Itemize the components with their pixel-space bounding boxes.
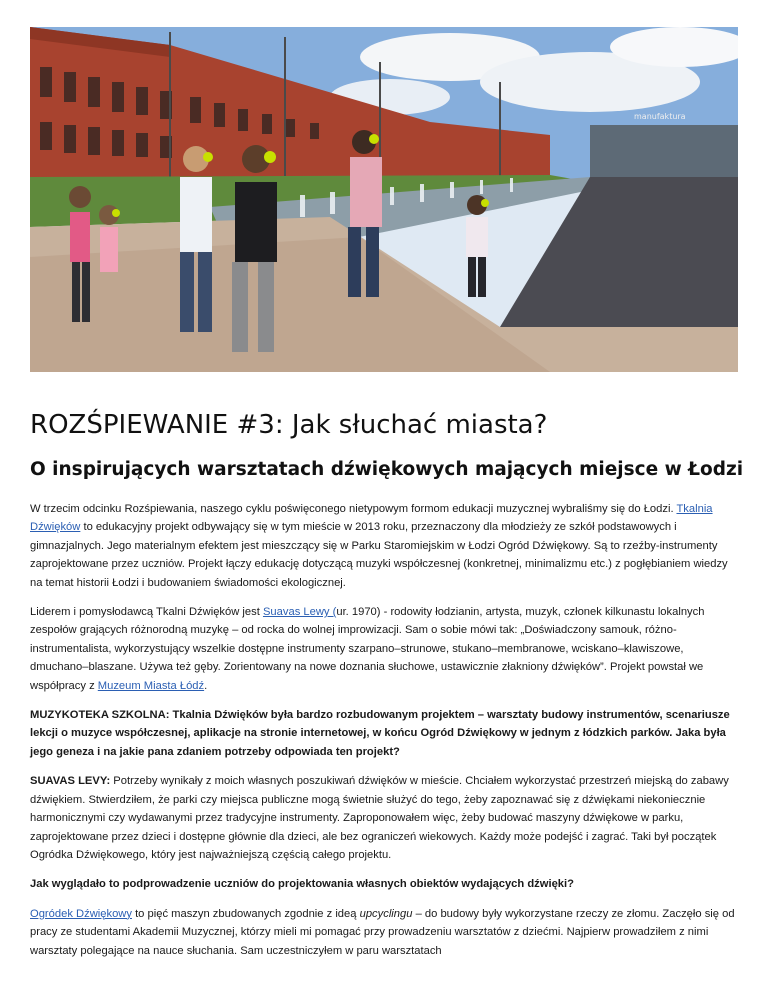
paragraph-leader <box>30 603 742 695</box>
article-subtitle: O inspirujących warsztatach dźwiękowych mających miejsce w Łodzi <box>30 459 744 480</box>
text-run: ur. 1970) - rodowity łodzianin, artysta, muzyk, członek kilkunastu lokalnych zespołów grających różnorodną muzykę – od rocka do wolnej improwizacji. Sam o sobie mówi tak: „Doświadczony samouk, różno-instrumentalista, wykorzystujący wszelkie dostępne instrumenty szarpano–strunowe, stukano–membranowe, wciskano–klawiszowe, dmuchano–blaszane. Używa też gęby. Zorientowany na nowe doznania słuchowe, ustawicznie złakniony dźwięków”. Projekt powstał we współpracy z <box>30 606 705 692</box>
interview-answer-1 <box>30 772 742 864</box>
article-title: ROZŚPIEWANIE #3: Jak słuchać miasta? <box>30 410 548 440</box>
text-run: W trzecim odcinku Rozśpiewania, naszego cyklu poświęconego nietypowym formom edukacji muzycznej wybraliśmy się do Łodzi. <box>30 503 677 515</box>
answer-text: Potrzeby wynikały z moich własnych poszukiwań dźwięków w mieście. Chciałem wykorzystać przestrzeń miejską do zabawy dźwiękiem. Stwierdziłem, że parki czy miejsca publiczne mogą świetnie służyć do tego, żeby zapoznawać się z dźwiękami niekoniecznie harmonicznymi czy wydawanymi przez tradycyjne instrumenty. Zaproponowałem więc, żeby budować maszyny dźwiękowe w parku, zaprojektowane przez dzieci i dostępne głównie dla dzieci, ale bez ograniczeń wiekowych. Każdy może podejść i zagrać. Taki był początek Ogródka Dźwiękowego, który jest najważniejszą częścią całego projektu. <box>30 775 729 861</box>
speaker-label: MUZYKOTEKA SZKOLNA: <box>30 709 170 722</box>
paragraph-ogrodek <box>30 905 742 960</box>
interview-question-2: Jak wyglądało to podprowadzenie uczniów do projektowania własnych obiektów wydających dźwięki? <box>30 878 574 891</box>
text-run: to pięć maszyn zbudowanych zgodnie z ideą <box>131 907 360 920</box>
link-muzeum-miasta-lodz[interactable]: Muzeum Miasta Łódź <box>97 679 205 692</box>
text-run: . <box>204 679 208 692</box>
article-body <box>30 500 742 971</box>
plaza-photo <box>30 27 738 372</box>
manufaktura-sign: manufaktura <box>634 112 686 121</box>
question-text: Tkalnia Dźwięków była bardzo rozbudowanym projektem – warsztaty budowy instrumentów, scenariusze lekcji o muzyce współczesnej, aplikacje na stronie internetowej, w końcu Ogród Dźwiękowy w jednym z łódzkich parków. Jaka była jego geneza i na jakie pana zdaniem potrzeby odpowiada ten projekt? <box>30 709 730 758</box>
speaker-label: SUAVAS LEVY: <box>30 775 111 788</box>
link-ogrodek-dzwiekowy[interactable]: Ogródek Dźwiękowy <box>30 907 132 920</box>
text-run: Liderem i pomysłodawcą Tkalni Dźwięków jest <box>30 606 263 619</box>
link-suavas-lewy[interactable]: Suavas Lewy ( <box>262 606 337 619</box>
emphasis-upcycling: upcyclingu <box>359 907 413 920</box>
paragraph-intro <box>30 500 742 592</box>
interview-question-1 <box>30 706 742 761</box>
link-tkalnia-dzwiekow[interactable]: Tkalnia Dźwięków <box>30 503 713 534</box>
header-photo <box>30 27 738 372</box>
text-run: to edukacyjny projekt odbywający się w tym mieście w 2013 roku, przeznaczony dla młodzieży ze szkół podstawowych i gimnazjalnych. Jego materialnym efektem jest mieszczący się w Parku Staromiejskim w Łodzi Ogród Dźwiękowy. Są to rzeźby-instrumenty zaprojektowane przez uczniów. Projekt łączy edukację dotyczącą muzyki współczesnej (konkretnej, minimalizmu etc.) z pogłębianiem wiedzy na temat historii Łodzi i budowaniem świadomości ekologicznej. <box>30 521 728 589</box>
text-run: – do budowy były wykorzystane rzeczy ze złomu. Zaczęło się od pracy ze studentami Akademii Muzycznej, którzy mieli mi pomagać przy prowadzeniu warsztatów z dziećmi. Najpierw prowadziłem z nimi warsztaty polegające na nauce słuchania. Sam uczestniczyłem w paru warsztatach <box>30 907 735 957</box>
